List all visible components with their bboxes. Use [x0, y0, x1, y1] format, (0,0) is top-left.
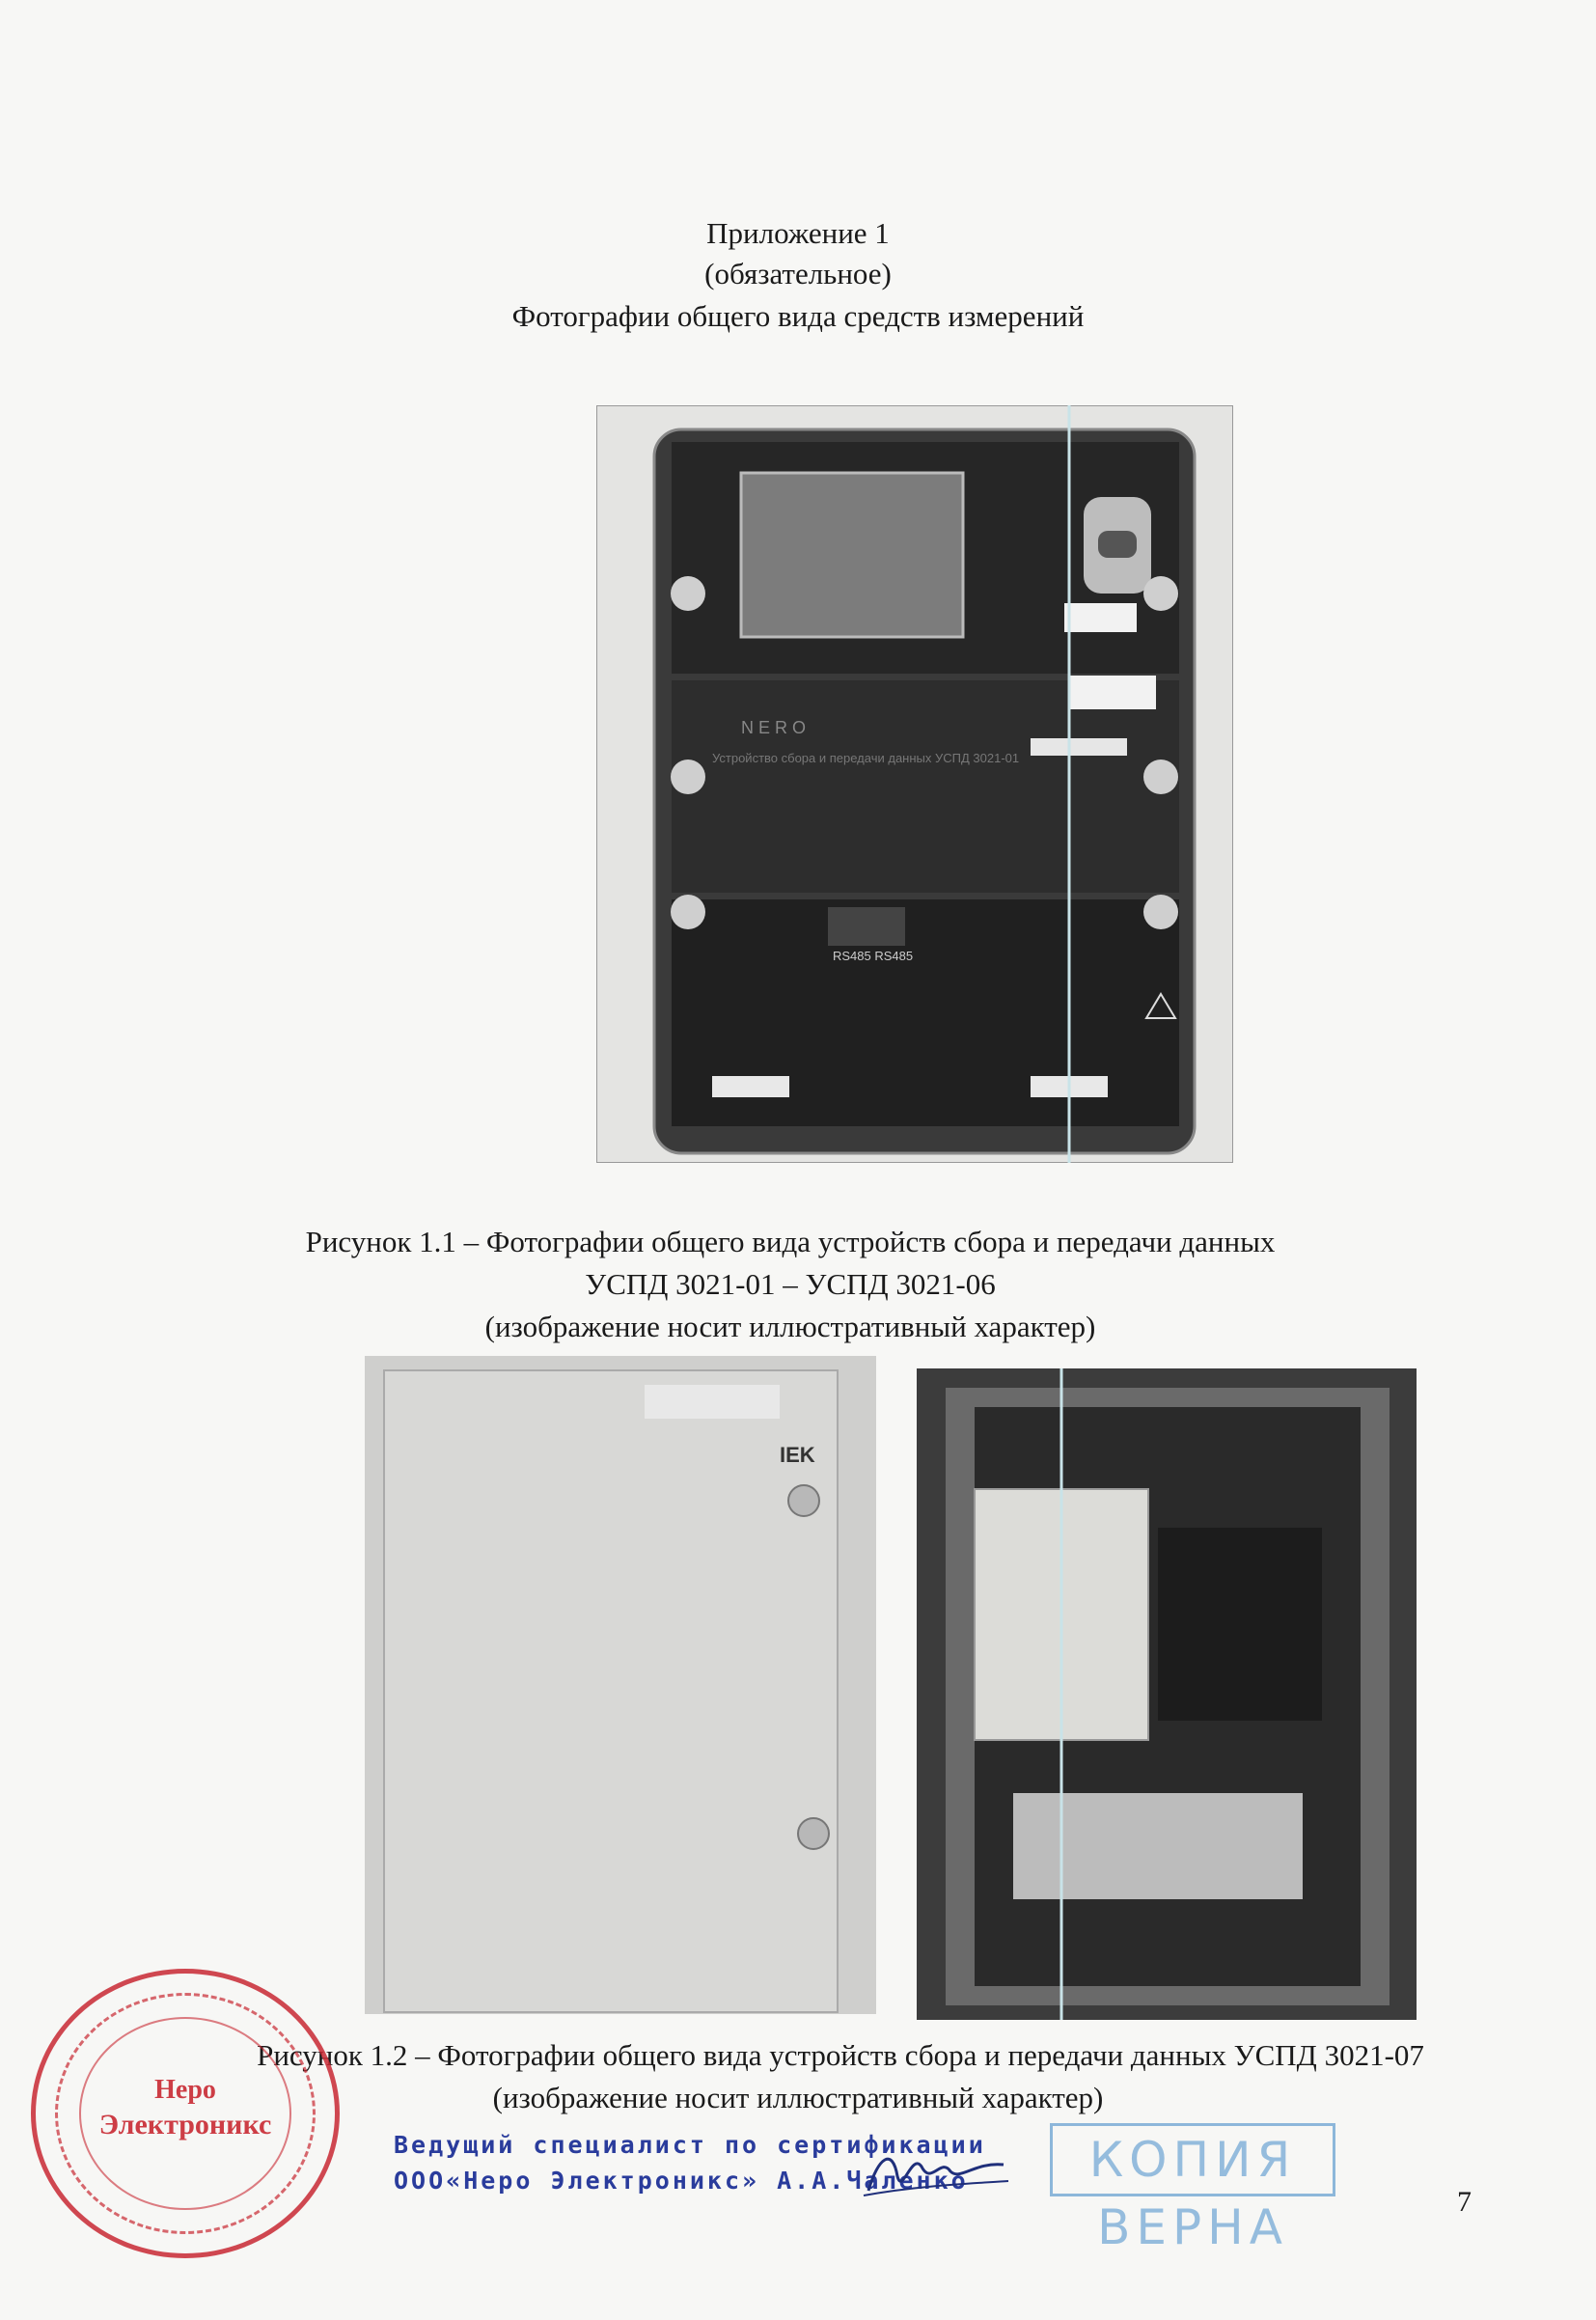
copy-verified-stamp: КОПИЯ ВЕРНА: [1050, 2123, 1335, 2196]
device-illustration: [596, 405, 1233, 1163]
cabinet-closed-illustration: [365, 1356, 876, 2014]
seal-line1: Неро: [154, 2075, 216, 2105]
figure-1-2-caption-line1: Рисунок 1.2 – Фотографии общего вида устройств сбора и передачи данных УСПД 3021-07: [257, 2038, 1424, 2072]
appendix-subtitle: (обязательное): [704, 257, 892, 290]
cabinet-open-illustration: [917, 1368, 1417, 2020]
seal-line2: Электроникс: [98, 2109, 272, 2140]
device-label: Устройство сбора и передачи данных УСПД 3021-01: [712, 751, 1020, 765]
company-seal: [31, 1969, 340, 2258]
page-number: 7: [1457, 2186, 1472, 2218]
figure-1-2-photo-open: [917, 1368, 1417, 2020]
figure-1-2-photo-closed: [365, 1356, 876, 2014]
handwritten-signature: [859, 2138, 1013, 2205]
device-brand: NERO: [741, 718, 812, 737]
cabinet-brand: IEK: [780, 1443, 815, 1467]
figure-1-1-caption-line2: УСПД 3021-01 – УСПД 3021-06: [585, 1267, 996, 1301]
signature-line2: ООО«Неро Электроникс» А.А.Чаленко: [394, 2167, 969, 2195]
figure-1-1-caption-line3: (изображение носит иллюстративный характер): [484, 1310, 1096, 1343]
figure-1-1-caption-line1: Рисунок 1.1 – Фотографии общего вида устройств сбора и передачи данных: [305, 1225, 1276, 1258]
figure-1-2-caption-line2: (изображение носит иллюстративный характер): [492, 2081, 1104, 2114]
device-ports: RS485 RS485: [833, 949, 914, 963]
appendix-title: Приложение 1: [706, 216, 890, 250]
figure-1-1-photo: [596, 405, 1233, 1163]
appendix-heading: Фотографии общего вида средств измерений: [511, 299, 1085, 333]
signature-line1: Ведущий специалист по сертификации: [394, 2131, 986, 2159]
